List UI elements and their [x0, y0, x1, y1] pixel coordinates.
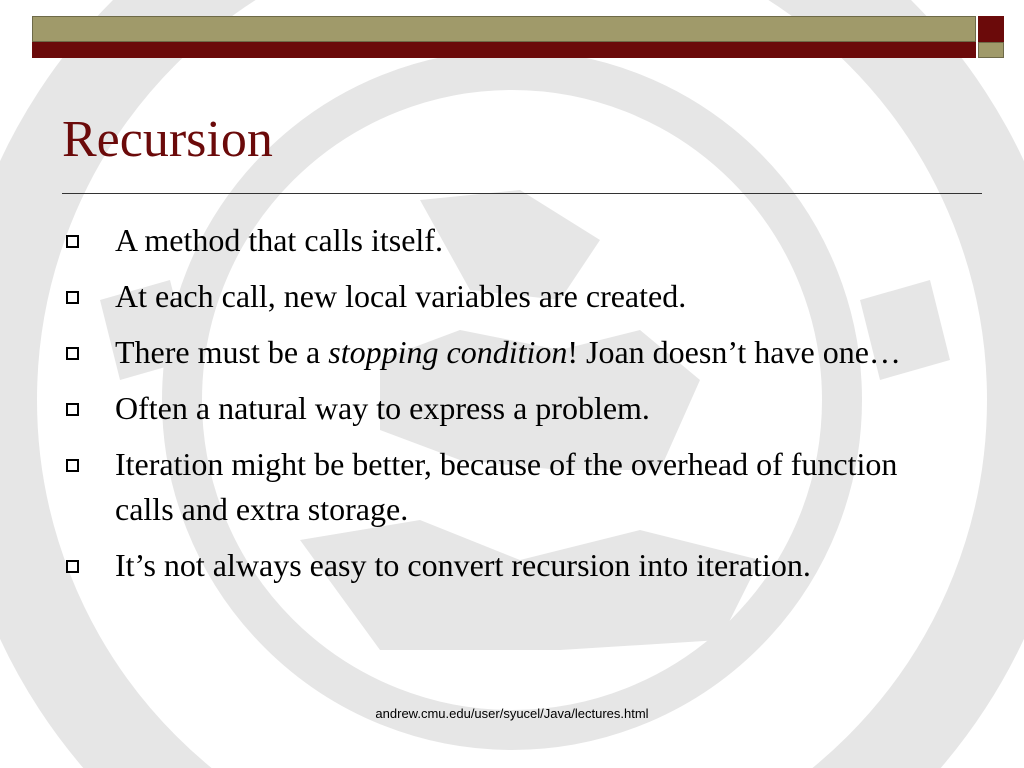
bullet-text: At each call, new local variables are created.	[115, 278, 687, 314]
title-divider	[62, 193, 982, 194]
bullet-text-after: ! Joan doesn’t have one…	[567, 334, 901, 370]
bullet-list	[62, 218, 962, 599]
slide-title: Recursion	[62, 111, 273, 168]
hollow-square-icon	[66, 347, 79, 360]
hollow-square-icon	[66, 403, 79, 416]
bullet-text: A method that calls itself.	[115, 222, 443, 258]
header-bar-maroon	[32, 42, 976, 58]
bullet-item	[62, 386, 962, 431]
hollow-square-icon	[66, 560, 79, 573]
bullet-item	[62, 330, 962, 375]
header-square-olive	[978, 42, 1004, 58]
bullet-text: Often a natural way to express a problem.	[115, 390, 650, 426]
bullet-text: It’s not always easy to convert recursion into iteration.	[115, 547, 811, 583]
hollow-square-icon	[66, 291, 79, 304]
header-bar-olive	[32, 16, 976, 42]
hollow-square-icon	[66, 459, 79, 472]
bullet-item	[62, 442, 962, 532]
bullet-text: Iteration might be better, because of the overhead of function calls and extra storage.	[115, 446, 898, 527]
bullet-text: There must be a	[115, 334, 329, 370]
bullet-item	[62, 218, 962, 263]
bullet-emphasis: stopping condition	[328, 334, 568, 370]
bullet-item	[62, 274, 962, 319]
footer-source-link[interactable]: andrew.cmu.edu/user/syucel/Java/lectures.html	[375, 706, 649, 721]
hollow-square-icon	[66, 235, 79, 248]
bullet-item	[62, 543, 962, 588]
header-square-maroon	[978, 16, 1004, 42]
